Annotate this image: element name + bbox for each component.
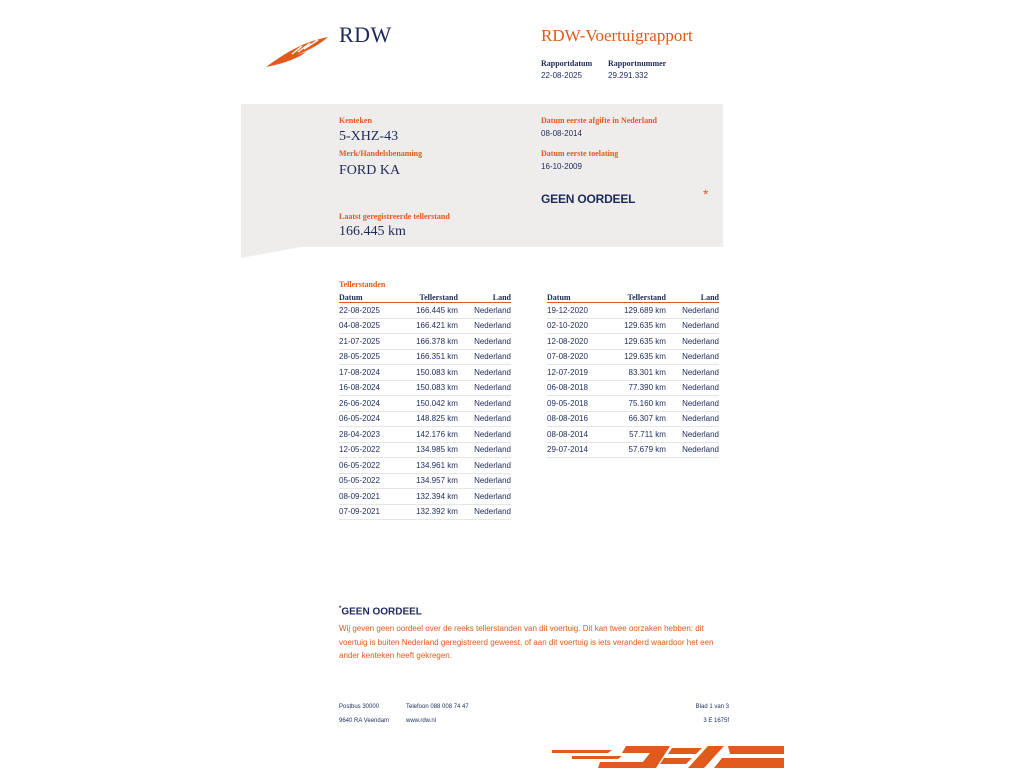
first-nl-label: Datum eerste afgifte in Nederland [541, 116, 657, 125]
report-date-label: Rapportdatum [541, 59, 593, 68]
reading-date: 07-08-2020 [547, 349, 606, 365]
reading-date: 07-09-2021 [339, 504, 398, 520]
table-row [339, 303, 511, 319]
footer-phone: Telefoon 088 008 74 47 [406, 704, 469, 710]
reading-country: Nederland [666, 349, 719, 365]
reading-country: Nederland [666, 380, 719, 396]
table-row [339, 442, 511, 458]
table-row [547, 427, 719, 443]
col-reading-header: Tellerstand [606, 292, 666, 303]
reading-value: 134.985 km [398, 442, 458, 458]
reading-date: 09-05-2018 [547, 396, 606, 412]
plate-value: 5-XHZ-43 [339, 129, 399, 144]
reading-country: Nederland [458, 303, 511, 319]
reading-date: 08-08-2016 [547, 411, 606, 427]
readings-table-right [547, 292, 719, 458]
table-row [339, 396, 511, 412]
table-row [547, 303, 719, 319]
speed-stripes-icon [552, 744, 784, 773]
table-row [339, 349, 511, 365]
reading-date: 28-05-2025 [339, 349, 398, 365]
reading-value: 150.042 km [398, 396, 458, 412]
table-row [339, 334, 511, 350]
table-row [547, 411, 719, 427]
reading-date: 08-09-2021 [339, 489, 398, 505]
make-value: FORD KA [339, 163, 401, 178]
col-country-header: Land [666, 292, 719, 303]
reading-value: 129.689 km [606, 303, 666, 319]
footer-website: www.rdw.nl [406, 718, 437, 724]
reading-value: 57.711 km [606, 427, 666, 443]
footnote-text: Wij geven geen oordeel over de reeks tellerstanden van dit voertuig. Dit kan twee oorzaken hebben: dit voertuig is buiten Nederland geregistreerd geweest, of aan dit voertuig is iets veranderd waardoor het een ander kenteken heeft gekregen. [339, 624, 714, 660]
reading-country: Nederland [458, 427, 511, 443]
reading-value: 132.392 km [398, 504, 458, 520]
reading-country: Nederland [666, 318, 719, 334]
report-date: 22-08-2025 [541, 71, 582, 80]
first-nl-value: 08-08-2014 [541, 129, 582, 138]
readings-table-left [339, 292, 511, 520]
reading-date: 26-06-2024 [339, 396, 398, 412]
summary-panel-tail [241, 247, 301, 258]
report-title: RDW-Voertuigrapport [541, 26, 693, 45]
table-row [339, 411, 511, 427]
footer-page-number: Blad 1 van 3 [695, 704, 729, 710]
reading-date: 06-05-2022 [339, 458, 398, 474]
footer-po-box: Postbus 30000 [339, 704, 380, 710]
reading-country: Nederland [666, 303, 719, 319]
odometer-label: Laatst geregistreerde tellerstand [339, 212, 450, 221]
col-date-header: Datum [547, 292, 606, 303]
footnote-title-text: GEEN OORDEEL [341, 606, 422, 618]
reading-value: 142.176 km [398, 427, 458, 443]
reading-date: 16-08-2024 [339, 380, 398, 396]
odometer-value: 166.445 km [339, 224, 406, 239]
reading-value: 57.679 km [606, 442, 666, 458]
reading-country: Nederland [458, 396, 511, 412]
reading-date: 06-08-2018 [547, 380, 606, 396]
table-row [547, 365, 719, 381]
reading-date: 05-05-2022 [339, 473, 398, 489]
verdict-marker: * [703, 186, 709, 202]
reading-value: 129.635 km [606, 349, 666, 365]
reading-value: 148.825 km [398, 411, 458, 427]
col-date-header: Datum [339, 292, 398, 303]
reading-country: Nederland [666, 411, 719, 427]
reading-date: 08-08-2014 [547, 427, 606, 443]
reading-country: Nederland [458, 365, 511, 381]
reading-date: 02-10-2020 [547, 318, 606, 334]
report-number: 29.291.332 [608, 71, 649, 80]
reading-country: Nederland [458, 442, 511, 458]
reading-country: Nederland [458, 380, 511, 396]
reading-value: 129.635 km [606, 334, 666, 350]
table-row [547, 318, 719, 334]
table-row [339, 318, 511, 334]
reading-country: Nederland [458, 458, 511, 474]
reading-value: 166.421 km [398, 318, 458, 334]
reading-value: 134.961 km [398, 458, 458, 474]
reading-value: 77.390 km [606, 380, 666, 396]
reading-country: Nederland [666, 396, 719, 412]
table-row [339, 458, 511, 474]
first-admission-label: Datum eerste toelating [541, 149, 619, 158]
reading-value: 150.083 km [398, 365, 458, 381]
table-header-row [547, 292, 719, 303]
footnote-title [339, 606, 422, 617]
reading-country: Nederland [666, 334, 719, 350]
reading-country: Nederland [458, 318, 511, 334]
readings-title: Tellerstanden [339, 280, 386, 289]
reading-date: 21-07-2025 [339, 334, 398, 350]
reading-country: Nederland [458, 334, 511, 350]
table-header-row [339, 292, 511, 303]
first-admission-value: 16-10-2009 [541, 162, 582, 171]
brand-name: RDW [339, 22, 392, 47]
verdict-text: GEEN OORDEEL [541, 192, 636, 206]
reading-date: 06-05-2024 [339, 411, 398, 427]
reading-value: 166.378 km [398, 334, 458, 350]
table-row [339, 365, 511, 381]
reading-country: Nederland [666, 442, 719, 458]
make-label: Merk/Handelsbenaming [339, 149, 423, 158]
table-row [547, 396, 719, 412]
reading-value: 166.445 km [398, 303, 458, 319]
reading-country: Nederland [666, 427, 719, 443]
table-row [547, 334, 719, 350]
reading-value: 129.635 km [606, 318, 666, 334]
reading-value: 132.394 km [398, 489, 458, 505]
summary-panel [241, 104, 723, 247]
reading-date: 19-12-2020 [547, 303, 606, 319]
reading-value: 75.160 km [606, 396, 666, 412]
reading-country: Nederland [666, 365, 719, 381]
table-row [547, 380, 719, 396]
reading-country: Nederland [458, 489, 511, 505]
col-country-header: Land [458, 292, 511, 303]
reading-value: 150.083 km [398, 380, 458, 396]
table-row [547, 442, 719, 458]
rdw-feather-icon [262, 34, 332, 75]
plate-label: Kenteken [339, 116, 372, 125]
table-row [339, 504, 511, 520]
reading-date: 28-04-2023 [339, 427, 398, 443]
reading-date: 12-05-2022 [339, 442, 398, 458]
table-row [339, 473, 511, 489]
reading-country: Nederland [458, 411, 511, 427]
reading-date: 22-08-2025 [339, 303, 398, 319]
reading-country: Nederland [458, 504, 511, 520]
report-number-label: Rapportnummer [608, 59, 667, 68]
reading-country: Nederland [458, 349, 511, 365]
table-row [547, 349, 719, 365]
reading-date: 12-07-2019 [547, 365, 606, 381]
reading-value: 166.351 km [398, 349, 458, 365]
reading-value: 83.301 km [606, 365, 666, 381]
footer-postal: 9640 RA Veendam [339, 718, 390, 724]
reading-value: 134.957 km [398, 473, 458, 489]
reading-date: 12-08-2020 [547, 334, 606, 350]
reading-date: 29-07-2014 [547, 442, 606, 458]
footnote-marker: * [339, 606, 342, 612]
col-reading-header: Tellerstand [398, 292, 458, 303]
reading-date: 04-08-2025 [339, 318, 398, 334]
reading-country: Nederland [458, 473, 511, 489]
table-row [339, 380, 511, 396]
table-row [339, 489, 511, 505]
footer-code: 3 E 1675f [703, 718, 729, 724]
reading-date: 17-08-2024 [339, 365, 398, 381]
table-row [339, 427, 511, 443]
reading-value: 66.307 km [606, 411, 666, 427]
